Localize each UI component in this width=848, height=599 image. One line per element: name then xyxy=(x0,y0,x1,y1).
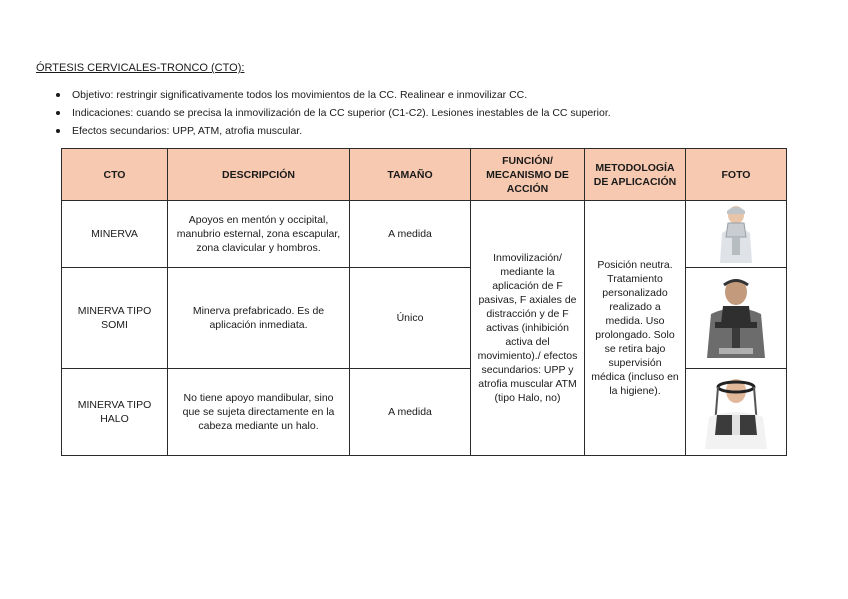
halo-brace-photo xyxy=(701,373,771,451)
header-cto: CTO xyxy=(62,149,168,201)
cell-tamano: A medida xyxy=(350,369,471,456)
photo-somi-cell xyxy=(686,268,787,369)
cell-cto: MINERVA TIPO HALO xyxy=(62,369,168,456)
bullet-objetivo: Objetivo: restringir significativamente todos los movimientos de la CC. Realinear e inmovilizar CC. xyxy=(36,86,611,104)
cell-descripcion: Apoyos en mentón y occipital, manubrio esternal, zona escapular, zona clavicular y hombros. xyxy=(168,201,350,268)
cell-cto: MINERVA xyxy=(62,201,168,268)
cell-descripcion: Minerva prefabricado. Es de aplicación inmediata. xyxy=(168,268,350,369)
cell-tamano: A medida xyxy=(350,201,471,268)
cto-table xyxy=(61,148,787,456)
bullet-list xyxy=(36,86,611,140)
header-foto: FOTO xyxy=(686,149,787,201)
cell-funcion: Inmovilización/ mediante la aplicación de F pasivas, F axiales de distracción y de F activas (inhibición activa del movimiento)./ efectos secundarios: UPP y atrofia muscular ATM (tipo Halo, no) xyxy=(471,201,585,456)
header-funcion: FUNCIÓN/ MECANISMO DE ACCIÓN xyxy=(471,149,585,201)
bullet-efectos: Efectos secundarios: UPP, ATM, atrofia muscular. xyxy=(36,122,611,140)
cell-descripcion: No tiene apoyo mandibular, sino que se sujeta directamente en la cabeza mediante un halo. xyxy=(168,369,350,456)
table-header-row xyxy=(62,149,787,201)
photo-halo-cell xyxy=(686,369,787,456)
minerva-brace-photo xyxy=(716,203,756,265)
bullet-indicaciones: Indicaciones: cuando se precisa la inmovilización de la CC superior (C1-C2). Lesiones inestables de la CC superior. xyxy=(36,104,611,122)
somi-brace-photo xyxy=(705,276,767,360)
photo-minerva-cell xyxy=(686,201,787,268)
table-row xyxy=(62,201,787,268)
header-metodologia: METODOLOGÍA DE APLICACIÓN xyxy=(585,149,686,201)
cell-tamano: Único xyxy=(350,268,471,369)
header-tamano: TAMAÑO xyxy=(350,149,471,201)
cell-metodologia: Posición neutra. Tratamiento personalizado realizado a medida. Uso prolongado. Solo se retira bajo supervisión médica (incluso en la higiene). xyxy=(585,201,686,456)
header-descripcion: DESCRIPCIÓN xyxy=(168,149,350,201)
cell-cto: MINERVA TIPO SOMI xyxy=(62,268,168,369)
page-title: ÓRTESIS CERVICALES-TRONCO (CTO): xyxy=(36,62,245,74)
